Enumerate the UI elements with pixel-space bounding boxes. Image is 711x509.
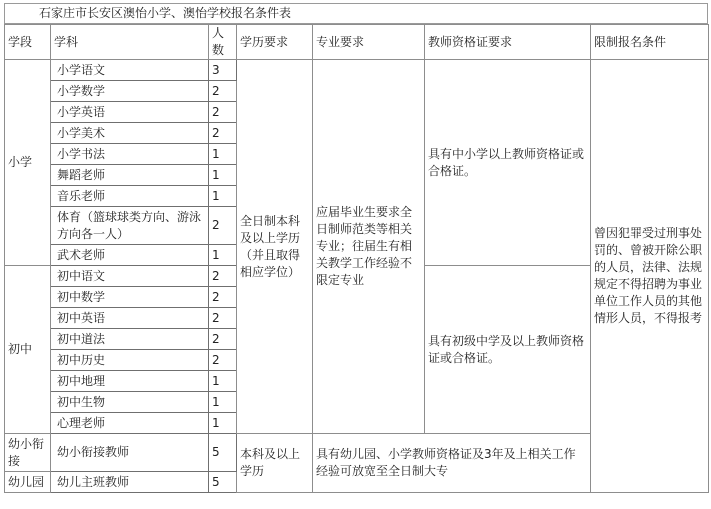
- count-cell: 3: [209, 60, 237, 81]
- count-cell: 2: [209, 207, 237, 245]
- subject-cell: 武术老师: [51, 245, 209, 266]
- certificate-kinder: 具有幼儿园、小学教师资格证及3年及上相关工作经验可放宽至全日制大专: [313, 434, 591, 493]
- header-row: [5, 25, 709, 60]
- subject-cell: 初中道法: [51, 329, 209, 350]
- header-certificate: 教师资格证要求: [425, 25, 591, 60]
- header-restriction: 限制报名条件: [591, 25, 709, 60]
- subject-cell: 体育（篮球球类方向、游泳方向各一人）: [51, 207, 209, 245]
- count-cell: 2: [209, 266, 237, 287]
- count-cell: 5: [209, 472, 237, 493]
- subject-cell: 小学英语: [51, 102, 209, 123]
- count-cell: 1: [209, 245, 237, 266]
- stage-middle: 初中: [5, 266, 51, 434]
- subject-cell: 初中数学: [51, 287, 209, 308]
- stage-kindergarten: 幼儿园: [5, 472, 51, 493]
- count-cell: 2: [209, 123, 237, 144]
- count-cell: 2: [209, 102, 237, 123]
- count-cell: 1: [209, 165, 237, 186]
- subject-cell: 初中地理: [51, 371, 209, 392]
- restriction-cell: 曾因犯罪受过刑事处罚的、曾被开除公职的人员，法律、法规规定不得招聘为事业单位工作人员的其他情形人员，不得报考: [591, 60, 709, 493]
- stage-primary: 小学: [5, 60, 51, 266]
- count-cell: 2: [209, 350, 237, 371]
- subject-cell: 初中历史: [51, 350, 209, 371]
- education-main: 全日制本科及以上学历（并且取得相应学位）: [237, 60, 313, 434]
- subject-cell: 音乐老师: [51, 186, 209, 207]
- major-main: 应届毕业生要求全日制师范类等相关专业；往届生有相关教学工作经验不限定专业: [313, 60, 425, 434]
- subject-cell: 初中生物: [51, 392, 209, 413]
- stage-bridge: 幼小衔接: [5, 434, 51, 472]
- subject-cell: 小学数学: [51, 81, 209, 102]
- table-row: [5, 60, 709, 81]
- count-cell: 2: [209, 329, 237, 350]
- header-subject: 学科: [51, 25, 209, 60]
- registration-table: [4, 24, 709, 493]
- header-education: 学历要求: [237, 25, 313, 60]
- subject-cell: 小学书法: [51, 144, 209, 165]
- header-major: 专业要求: [313, 25, 425, 60]
- count-cell: 2: [209, 308, 237, 329]
- certificate-middle: 具有初级中学及以上教师资格证或合格证。: [425, 266, 591, 434]
- count-cell: 1: [209, 392, 237, 413]
- subject-cell: 初中英语: [51, 308, 209, 329]
- subject-cell: 幼儿主班教师: [51, 472, 209, 493]
- header-stage: 学段: [5, 25, 51, 60]
- header-count: 人数: [209, 25, 237, 60]
- count-cell: 1: [209, 186, 237, 207]
- count-cell: 2: [209, 287, 237, 308]
- certificate-primary: 具有中小学以上教师资格证或合格证。: [425, 60, 591, 266]
- count-cell: 1: [209, 144, 237, 165]
- education-kinder: 本科及以上学历: [237, 434, 313, 493]
- subject-cell: 舞蹈老师: [51, 165, 209, 186]
- count-cell: 1: [209, 371, 237, 392]
- subject-cell: 小学语文: [51, 60, 209, 81]
- subject-cell: 幼小衔接教师: [51, 434, 209, 472]
- count-cell: 1: [209, 413, 237, 434]
- table-title: 石家庄市长安区澳怡小学、澳怡学校报名条件表: [4, 3, 708, 24]
- subject-cell: 小学美术: [51, 123, 209, 144]
- count-cell: 2: [209, 81, 237, 102]
- subject-cell: 初中语文: [51, 266, 209, 287]
- count-cell: 5: [209, 434, 237, 472]
- subject-cell: 心理老师: [51, 413, 209, 434]
